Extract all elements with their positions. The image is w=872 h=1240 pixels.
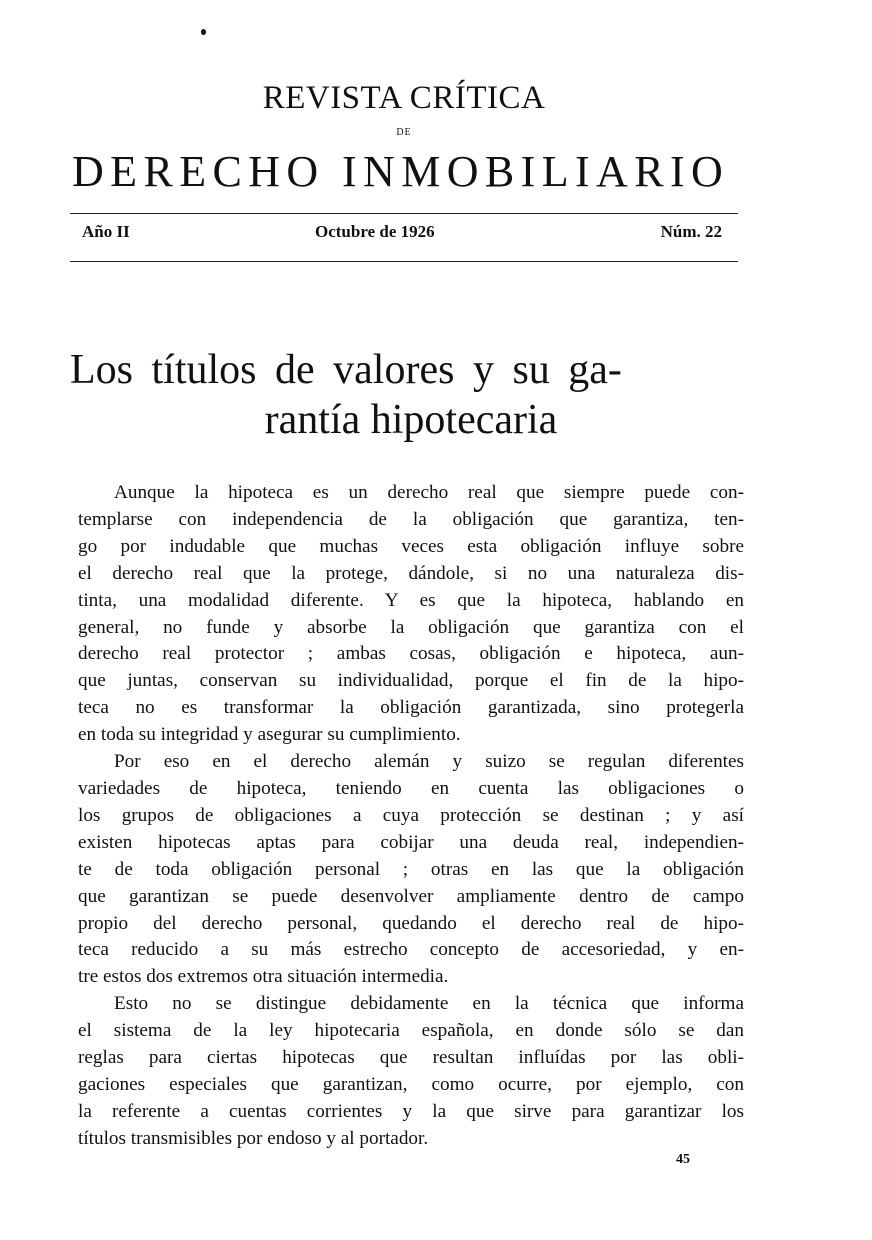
issue-year: Año II [82,222,130,241]
article-title-line: rantía hipotecaria [264,397,558,443]
ink-dot [201,29,206,35]
issue-date: Octubre de 1926 [315,222,435,241]
text-line: el sistema de la ley hipotecaria española, en donde sólo se dan [78,1020,744,1042]
text-line: tinta, una modalidad diferente. Y es que la hipoteca, hablando en [78,589,744,611]
text-line: en toda su integridad y asegurar su cumplimiento. [78,724,461,746]
text-line: reglas para ciertas hipotecas que resultan influídas por las obli- [78,1047,744,1069]
text-line: templarse con independencia de la obligación que garantiza, ten- [78,508,744,530]
text-line: existen hipotecas aptas para cobijar una deuda real, independien- [78,831,744,853]
text-line: Por eso en el derecho alemán y suizo se regulan diferentes [114,751,744,773]
text-line: tre estos dos extremos otra situación intermedia. [78,966,449,988]
text-line: go por indudable que muchas veces esta obligación influye sobre [78,535,744,557]
text-line: la referente a cuentas corrientes y la que sirve para garantizar los [78,1100,744,1122]
text-line: propio del derecho personal, quedando el derecho real de hipo- [78,912,744,934]
journal-title-de: DE [396,127,412,138]
text-line: Esto no se distingue debidamente en la técnica que informa [114,993,744,1015]
text-line: variedades de hipoteca, teniendo en cuenta las obligaciones o [78,777,744,799]
text-line: títulos transmisibles por endoso y al portador. [78,1127,429,1149]
text-line: que juntas, conservan su individualidad, porque el fin de la hipo- [78,670,744,692]
text-line: teca no es transformar la obligación garantizada, sino protegerla [78,697,744,719]
article-title-line: Los títulos de valores y su ga- [70,347,622,393]
text-line: el derecho real que la protege, dándole, si no una naturaleza dis- [78,562,744,584]
article-title [70,345,750,445]
page-number: 45 [676,1152,690,1167]
journal-title-line2: DERECHO INMOBILIARIO [72,147,730,196]
issue-number: Núm. 22 [660,222,722,241]
text-line: Aunque la hipoteca es un derecho real que siempre puede con- [114,482,744,503]
header-rule-top [70,213,738,214]
article-body [78,480,744,1153]
text-line: general, no funde y absorbe la obligación que garantiza con el [78,616,744,638]
header-rule-bottom [70,261,738,262]
text-line: teca reducido a su más estrecho concepto de accesoriedad, y en- [78,939,744,961]
text-line: te de toda obligación personal ; otras en las que la obligación [78,858,744,880]
text-line: que garantizan se puede desenvolver ampliamente dentro de campo [78,885,744,907]
journal-title-line1: REVISTA CRÍTICA [262,80,546,116]
issue-info [82,222,722,242]
text-line: derecho real protector ; ambas cosas, obligación e hipoteca, aun- [78,643,744,665]
text-line: gaciones especiales que garantizan, como ocurre, por ejemplo, con [78,1073,744,1095]
text-line: los grupos de obligaciones a cuya protección se destinan ; y así [78,804,744,826]
